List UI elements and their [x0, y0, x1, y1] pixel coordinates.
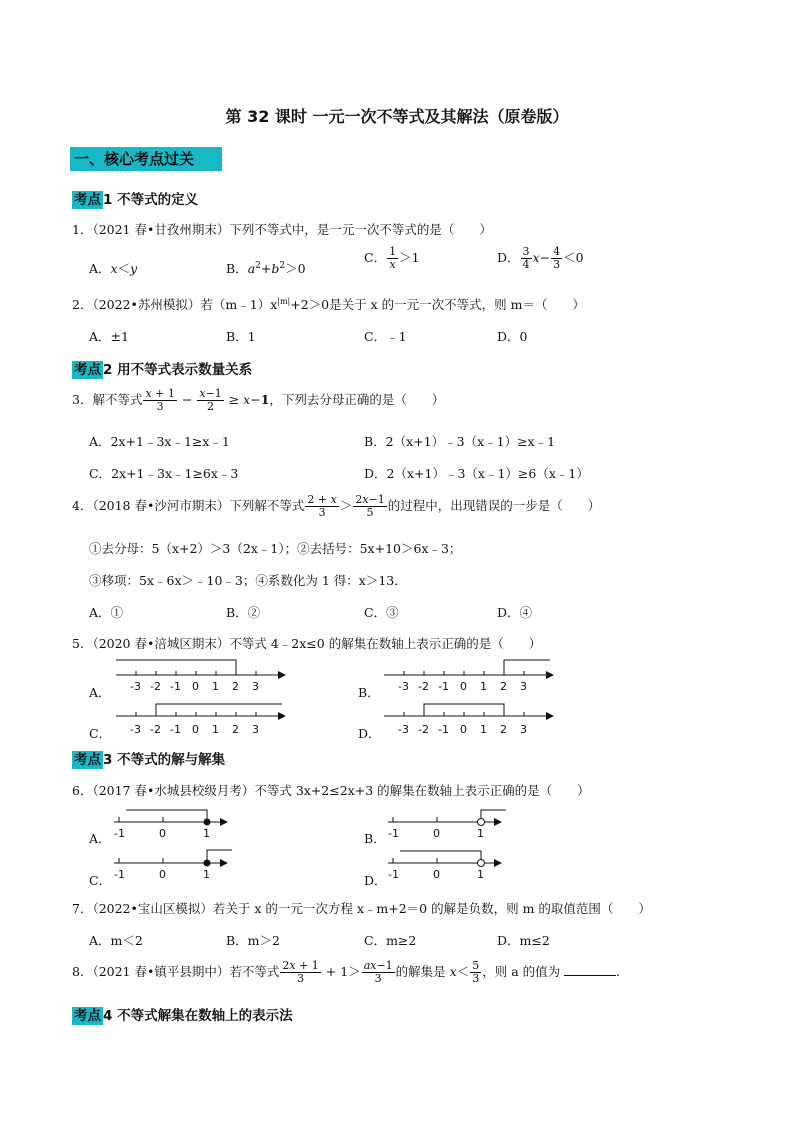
tick-label: 0 [433, 868, 440, 881]
tick-label: 0 [159, 827, 166, 840]
q1-option-b: B．$a^2+b^2>0$ [226, 260, 306, 276]
q5-number-line-a [110, 652, 290, 692]
q5-label-b: B． [358, 685, 380, 700]
kp3-tag: 考点 [74, 752, 101, 768]
tick-label: -3 [130, 723, 141, 736]
q2-option-d: D．0 [497, 329, 528, 344]
q4-stem: 4．（2018 春•沙河市期末）下列解不等式 $\frac{2 + x}{3}$ ＞ $\frac{2x-1}{5}$ 的过程中，出现错误的一步是（ ） [72, 493, 601, 519]
tick-label: 2 [232, 723, 239, 736]
q8-answer-blank[interactable] [564, 963, 616, 976]
q4-steps-line1: ①去分母：5（x+2）＞3（2x﹣1）；②去括号：5x+10＞6x﹣3； [89, 541, 462, 556]
tick-label: 1 [212, 680, 219, 693]
q4-option-c: C．③ [364, 605, 399, 620]
tick-label: 2 [232, 680, 239, 693]
q3-option-c: C．2x+1﹣3x﹣1≥6x﹣3 [89, 466, 239, 481]
tick-label: 1 [477, 827, 484, 840]
tick-label: 1 [203, 868, 210, 881]
tick-label: 2 [500, 680, 507, 693]
tick-label: 1 [480, 680, 487, 693]
q6-number-line-c [112, 846, 242, 884]
kp3-heading [72, 748, 225, 768]
tick-label: 0 [460, 680, 467, 693]
tick-label: -1 [438, 723, 449, 736]
kp4-tag: 考点 [74, 1008, 101, 1024]
q3-stem: 3．解不等式 $\frac{x + 1}{3}$ − $\frac{x-1}{2}$ ≥ x−1，下列去分母正确的是（ ） [72, 387, 445, 413]
q5-number-line-d [378, 697, 558, 737]
tick-label: -1 [114, 868, 125, 881]
tick-label: -2 [418, 680, 429, 693]
tick-label: -2 [418, 723, 429, 736]
kp4-title: 4 不等式解集在数轴上的表示法 [103, 1008, 293, 1024]
q4-steps-line2: ③移项：5x﹣6x＞﹣10﹣3；④系数化为 1 得：x＞13． [89, 573, 407, 588]
q3-option-a: A．2x+1﹣3x﹣1≥x﹣1 [89, 434, 230, 449]
q6-number-line-a [112, 805, 232, 843]
q6-label-d: D． [364, 873, 387, 888]
tick-label: -1 [388, 827, 399, 840]
q7-stem: 7．（2022•宝山区模拟）若关于 x 的一元一次方程 x﹣m+2＝0 的解是负数，则 m 的取值范围（ ） [72, 901, 651, 916]
kp1-heading [72, 188, 198, 208]
q3-option-d: D．2（x+1）﹣3（x﹣1）≥6（x﹣1） [364, 466, 589, 481]
kp1-tag: 考点 [74, 192, 101, 208]
kp2-tag: 考点 [74, 362, 101, 378]
kp3-title: 3 不等式的解与解集 [103, 752, 226, 768]
q4-option-b: B．② [226, 605, 261, 620]
tick-label: -1 [170, 680, 181, 693]
q3-option-b: B．2（x+1）﹣3（x﹣1）≥x﹣1 [364, 434, 556, 449]
q5-label-a: A． [89, 685, 111, 700]
q4-option-a: A．① [89, 605, 124, 620]
tick-label: 0 [433, 827, 440, 840]
q6-label-a: A． [89, 831, 111, 846]
q7-option-b: B．m＞2 [226, 933, 280, 948]
q6-number-line-d [386, 846, 506, 884]
q6-label-c: C． [89, 873, 112, 888]
tick-label: 0 [159, 868, 166, 881]
q1-stem: 1．（2021 春•甘孜州期末）下列不等式中，是一元一次不等式的是（ ） [72, 222, 492, 237]
tick-label: -1 [170, 723, 181, 736]
tick-label: -2 [150, 723, 161, 736]
kp1-title: 1 不等式的定义 [103, 192, 199, 208]
q4-option-d: D．④ [497, 605, 533, 620]
q6-label-b: B． [364, 831, 386, 846]
tick-label: 0 [460, 723, 467, 736]
tick-label: -3 [398, 723, 409, 736]
tick-label: 2 [500, 723, 507, 736]
tick-label: -2 [150, 680, 161, 693]
q2-option-c: C．﹣1 [364, 329, 407, 344]
kp2-heading [72, 358, 252, 378]
q1-option-c: C． $\frac{1}{x}$ ＞1 [364, 245, 420, 271]
tick-label: -3 [398, 680, 409, 693]
q7-option-c: C．m≥2 [364, 933, 417, 948]
page-title: 第 32 课时 一元一次不等式及其解法（原卷版） [225, 107, 569, 126]
q1-option-a: A．x＜y [89, 261, 138, 276]
q5-stem: 5．（2020 春•涪城区期末）不等式 4﹣2x≤0 的解集在数轴上表示正确的是（ ） [72, 636, 542, 651]
q7-option-a: A．m＜2 [89, 933, 143, 948]
tick-label: 0 [192, 723, 199, 736]
q6-number-line-b [386, 805, 516, 843]
q5-number-line-b [378, 652, 558, 692]
tick-label: 3 [252, 723, 259, 736]
tick-label: 0 [192, 680, 199, 693]
tick-label: -1 [388, 868, 399, 881]
q8-stem: 8．（2021 春•镇平县期中）若不等式 $\frac{2x + 1}{3}$ + 1＞ $\frac{ax-1}{3}$ 的解集是 x＜ $\frac{5}{3}$ ，则 a 的值为 ． [72, 959, 629, 985]
q2-stem: 2．（2022•苏州模拟）若$(m﹣1)x^{|m|}+2>0$是关于 x 的一元一次不等式，则 m＝（ ） [72, 296, 585, 312]
q2-option-b: B．1 [226, 329, 256, 344]
q6-stem: 6．（2017 春•水城县校级月考）不等式 3x+2≤2x+3 的解集在数轴上表示正确的是（ ） [72, 783, 590, 798]
tick-label: 3 [520, 680, 527, 693]
tick-label: 3 [520, 723, 527, 736]
tick-label: 1 [480, 723, 487, 736]
q2-option-a: A．±1 [89, 329, 129, 344]
q5-label-d: D． [358, 726, 381, 741]
q5-number-line-c [110, 697, 290, 737]
q5-label-c: C． [89, 726, 112, 741]
tick-label: 3 [252, 680, 259, 693]
q7-option-d: D．m≤2 [497, 933, 550, 948]
tick-label: -1 [114, 827, 125, 840]
kp2-title: 2 用不等式表示数量关系 [103, 362, 253, 378]
tick-label: 1 [212, 723, 219, 736]
kp4-heading [72, 1004, 293, 1024]
tick-label: 1 [477, 868, 484, 881]
tick-label: -3 [130, 680, 141, 693]
tick-label: -1 [438, 680, 449, 693]
q1-option-d: D． $\frac{3}{4}$ x− $\frac{4}{3}$ ＜0 [497, 245, 584, 271]
section-heading: 一、核心考点过关 [70, 147, 222, 171]
tick-label: 1 [203, 827, 210, 840]
